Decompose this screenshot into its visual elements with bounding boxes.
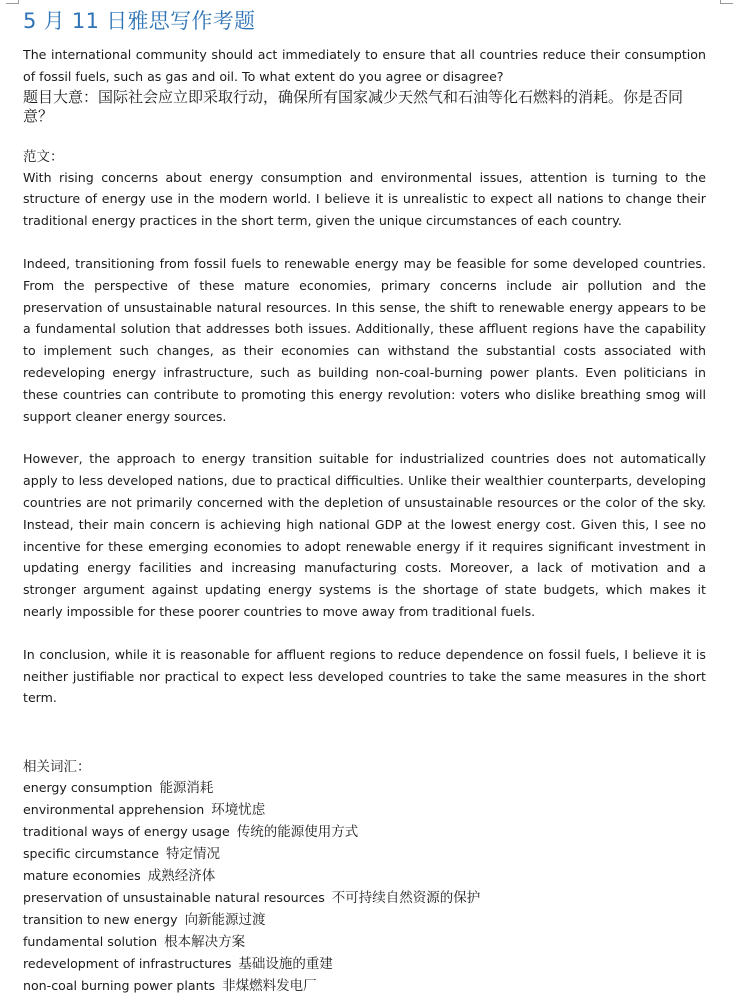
essay-paragraph-intro: With rising concerns about energy consumption and environmental issues, attention is turning to the structure of energy use in the modern world. I believe it is unrealistic to expect all nations to change their traditional energy practices in the short term, given the unique circumstances of each country. [23, 169, 706, 229]
vocab-english: traditional ways of energy usage [23, 824, 230, 840]
vocab-chinese: 传统的能源使用方式 [236, 824, 359, 841]
spacer [23, 709, 706, 757]
vocab-chinese: 向新能源过渡 [184, 912, 266, 929]
essay-body [23, 167, 706, 710]
vocab-chinese: 能源消耗 [159, 780, 214, 797]
vocab-item [23, 799, 706, 821]
vocab-item [23, 953, 706, 975]
vocab-item [23, 887, 706, 909]
model-essay-label: 范文： [23, 148, 64, 165]
vocab-chinese: 环境忧虑 [211, 802, 266, 819]
vocab-item [23, 843, 706, 865]
vocab-english: specific circumstance [23, 846, 159, 862]
vocab-item [23, 821, 706, 843]
question-english: The international community should act immediately to ensure that all countries reduce their consumption of fossil fuels, such as gas and oil. To what extent do you agree or disagree? [23, 47, 706, 84]
spacer [23, 126, 706, 147]
vocab-chinese: 根本解决方案 [164, 934, 246, 951]
page-corner-mark-left [6, 0, 19, 4]
vocab-chinese: 特定情况 [165, 846, 220, 863]
vocab-english: environmental apprehension [23, 802, 205, 818]
page-corner-mark-right [720, 0, 733, 4]
vocab-chinese: 成熟经济体 [147, 868, 216, 885]
vocab-chinese: 非煤燃料发电厂 [222, 978, 317, 995]
vocab-chinese: 基础设施的重建 [238, 956, 333, 973]
vocab-item [23, 865, 706, 887]
essay-paragraph-conclusion: In conclusion, while it is reasonable for affluent regions to reduce dependence on fossil fuels, I believe it is neither justifiable nor practical to expect less developed countries to take the same measures in the short term. [23, 646, 706, 706]
vocab-english: redevelopment of infrastructures [23, 956, 232, 972]
page-title: 5 月 11 日雅思写作考题 [23, 9, 256, 33]
vocab-english: non-coal burning power plants [23, 978, 216, 994]
essay-paragraph-body-1: Indeed, transitioning from fossil fuels to renewable energy may be feasible for some developed countries. From the perspective of these mature economies, primary concerns include air pollution and the preservation of unsustainable natural resources. In this sense, the shift to renewable energy appears to be a fundamental solution that addresses both issues. Additionally, these affluent regions have the capability to implement such changes, as their economies can withstand the substantial costs associated with redeveloping energy infrastructure, such as building non-coal-burning power plants. Even politicians in these countries can contribute to promoting this energy revolution: voters who dislike breathing smog will support cleaner energy sources. [23, 255, 706, 424]
document-page [23, 6, 706, 997]
vocab-item [23, 777, 706, 799]
vocab-item [23, 975, 706, 997]
vocab-english: mature economies [23, 868, 141, 884]
vocab-english: energy consumption [23, 780, 153, 796]
vocab-english: preservation of unsustainable natural resources [23, 890, 325, 906]
question-chinese: 题目大意：国际社会应立即采取行动，确保所有国家减少天然气和石油等化石燃料的消耗。你是否同意？ [23, 87, 684, 125]
vocab-item [23, 909, 706, 931]
vocab-item [23, 931, 706, 953]
vocabulary-label: 相关词汇： [23, 759, 91, 776]
vocab-english: fundamental solution [23, 934, 158, 950]
vocab-english: transition to new energy [23, 912, 178, 928]
essay-paragraph-body-2: However, the approach to energy transition suitable for industrialized countries does not automatically apply to less developed nations, due to practical difficulties. Unlike their wealthier counterparts, developing countries are not primarily concerned with the depletion of unsustainable resources or the color of the sky. Instead, their main concern is achieving high national GDP at the lowest energy cost. Given this, I see no incentive for these emerging economies to adopt renewable energy if it requires significant investment in updating energy facilities and increasing manufacturing costs. Moreover, a lack of motivation and a stronger argument against updating energy systems is the shortage of state budgets, which makes it nearly impossible for these poorer countries to move away from traditional fuels. [23, 451, 706, 619]
vocabulary-list [23, 777, 706, 997]
vocab-chinese: 不可持续自然资源的保护 [331, 890, 481, 907]
